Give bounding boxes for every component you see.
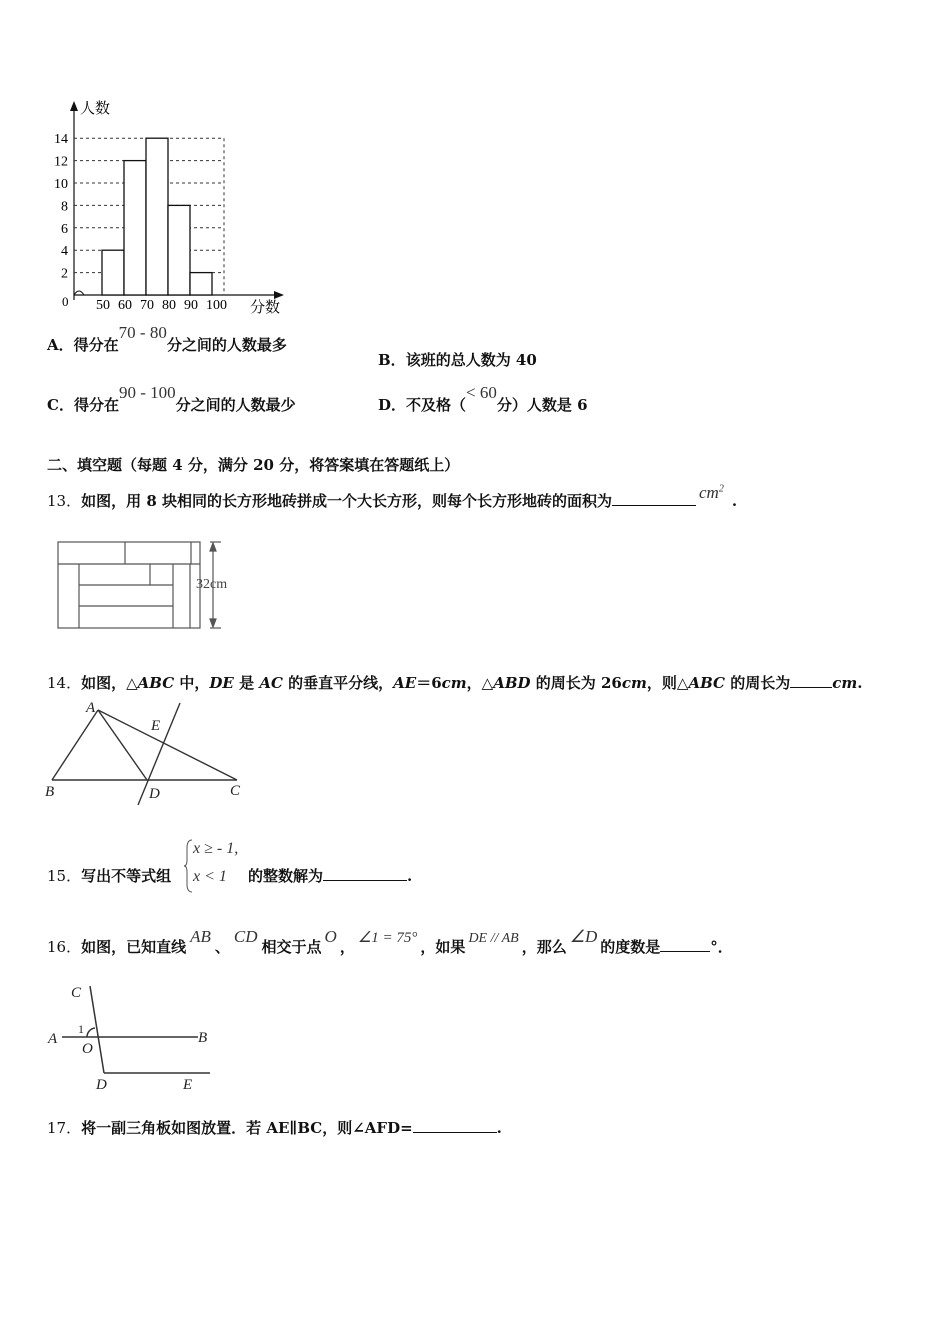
- y-tick-label: 14: [54, 132, 68, 148]
- q14-answer-blank[interactable]: [790, 673, 832, 688]
- option-c-letter: C．: [47, 396, 74, 414]
- q15-ineq-2: x < 1: [193, 868, 227, 885]
- q16-math-angle-d: ∠D: [569, 927, 598, 946]
- option-a-pre: 得分在: [73, 336, 119, 354]
- y-axis-arrow: [70, 101, 78, 111]
- q14-label-c: C: [230, 783, 241, 799]
- q13-answer-blank[interactable]: [612, 491, 696, 506]
- option-a-letter: A．: [47, 336, 74, 354]
- x-tick-label: 90: [184, 298, 198, 313]
- q15-ineq-1: x ≥ - 1,: [193, 840, 239, 857]
- question-15: 15．写出不等式组: [47, 867, 172, 885]
- q15-inequality-system: [183, 838, 243, 894]
- y-tick-label: 4: [61, 244, 68, 260]
- question-13: [47, 483, 738, 511]
- q16-label-a: A: [48, 1031, 58, 1047]
- q17-answer-blank[interactable]: [413, 1118, 497, 1133]
- q13-text: 如图，用 8 块相同的长方形地砖拼成一个大长方形，则每个长方形地砖的面积为: [81, 492, 612, 510]
- histogram-bar-60-70: [124, 161, 146, 295]
- x-tick-label: 70: [140, 298, 154, 313]
- q14-triangle-figure: [40, 698, 255, 808]
- option-b-letter: B．: [378, 351, 406, 369]
- option-d-post: 分）人数是 6: [496, 396, 588, 414]
- option-d-pre: 不及格（: [406, 396, 467, 414]
- option-c: [47, 383, 296, 415]
- y-tick-label: 6: [61, 221, 68, 237]
- option-c-post: 分之间的人数最少: [175, 396, 296, 414]
- q16-math-ab: AB: [190, 927, 211, 946]
- x-tick-label: 100: [206, 298, 227, 313]
- y-tick-label: 10: [54, 177, 68, 192]
- q16-math-parallel: DE // AB: [468, 931, 519, 946]
- q13-tile-figure: [55, 535, 255, 635]
- x-tick-label: 50: [96, 298, 110, 313]
- option-d-math: < 60: [466, 383, 497, 402]
- q13-dimension-label: 32cm: [196, 577, 228, 592]
- question-17: 17．将一副三角板如图放置．若 AE∥BC，则∠AFD= .: [47, 1119, 502, 1137]
- q15-brace: [183, 838, 193, 894]
- q16-label-e: E: [183, 1077, 193, 1093]
- q15-tail: 的整数解为 .: [248, 867, 413, 885]
- option-d: [378, 383, 588, 415]
- histogram-bar-90-100: [190, 273, 212, 295]
- q16-math-o: O: [324, 927, 337, 946]
- q14-label-e: E: [151, 718, 161, 734]
- x-tick-label: 60: [118, 298, 132, 313]
- q14-label-a: A: [86, 700, 96, 716]
- question-14: 14．如图，△ABC 中，DE 是 AC 的垂直平分线，AE＝6cm，△ABD 的周长为 26cm，则△ABC 的周长为 cm.: [47, 674, 863, 692]
- x-tick-label: 80: [162, 298, 176, 313]
- y-tick-label: 2: [61, 266, 68, 282]
- q13-end: .: [731, 492, 738, 510]
- q15-answer-blank[interactable]: [323, 866, 407, 881]
- y-axis-label: 人数: [80, 101, 111, 117]
- option-c-math: 90 - 100: [118, 383, 176, 402]
- option-a-post: 分之间的人数最多: [166, 336, 287, 354]
- question-16: 16．如图，已知直线AB、CD相交于点O， ∠1 = 75° ，如果 DE // AB ，那么∠D的度数是 °．: [47, 927, 733, 956]
- x-axis-label: 分数: [250, 300, 281, 316]
- q16-label-1: 1: [78, 1022, 84, 1036]
- y-tick-label: 8: [61, 199, 68, 215]
- score-histogram: [40, 95, 300, 325]
- origin-label: 0: [62, 294, 69, 309]
- x-axis-arrow: [274, 291, 284, 299]
- q16-math-angle1: ∠1 = 75°: [357, 930, 418, 946]
- q16-label-o: O: [82, 1041, 93, 1057]
- q13-unit: $cm^2$: [698, 483, 724, 502]
- option-b: [378, 349, 537, 370]
- option-c-pre: 得分在: [73, 396, 119, 414]
- q13-number: 13．: [47, 492, 82, 510]
- y-tick-label: 12: [54, 154, 68, 170]
- q16-answer-blank[interactable]: [660, 937, 710, 952]
- q16-label-c: C: [71, 985, 82, 1001]
- q16-lines-figure: [40, 980, 220, 1095]
- section-heading: 二、填空题（每题 4 分，满分 20 分，将答案填在答题纸上）: [47, 456, 460, 474]
- q16-math-cd: CD: [233, 927, 258, 946]
- option-d-letter: D．: [378, 396, 407, 414]
- histogram-bar-80-90: [168, 205, 190, 295]
- option-a-math: 70 - 80: [118, 323, 167, 342]
- q14-label-d: D: [149, 786, 160, 802]
- q16-label-b: B: [198, 1030, 208, 1046]
- option-a: [47, 323, 287, 355]
- histogram-bar-50-60: [102, 250, 124, 295]
- option-b-text: 该班的总人数为 40: [405, 351, 537, 369]
- histogram-bar-70-80: [146, 138, 168, 295]
- q14-label-b: B: [45, 784, 55, 800]
- q16-label-d: D: [96, 1077, 107, 1093]
